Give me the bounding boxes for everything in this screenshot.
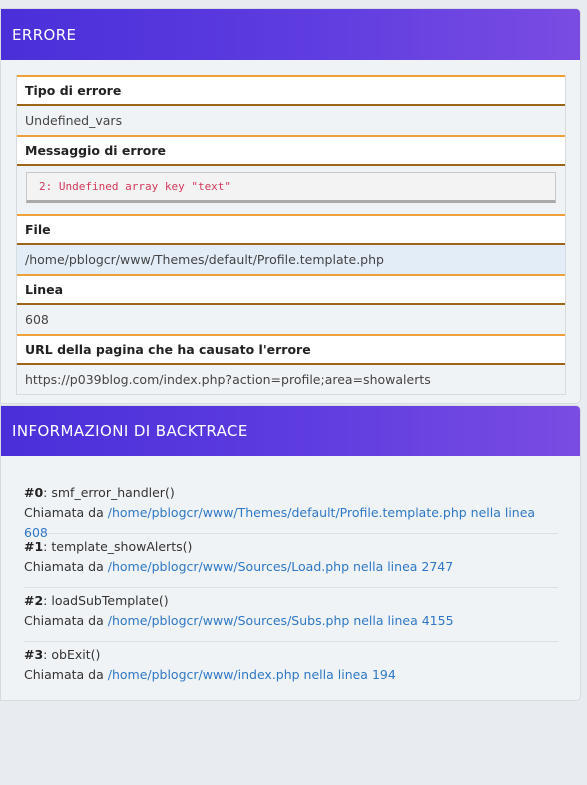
called-by-label: Chiamata da — [24, 613, 104, 628]
called-by-label: Chiamata da — [24, 667, 104, 682]
backtrace-location-link[interactable]: /home/pblogcr/www/index.php nella linea 194 — [107, 667, 396, 682]
backtrace-function: : template_showAlerts() — [43, 539, 193, 554]
backtrace-function: : obExit() — [43, 647, 101, 662]
error-message-code: 2: Undefined array key "text" — [26, 172, 556, 203]
backtrace-function: : smf_error_handler() — [43, 485, 175, 500]
backtrace-index: #1 — [24, 539, 44, 554]
backtrace-location-link[interactable]: /home/pblogcr/www/Sources/Load.php nella linea 2747 — [107, 559, 454, 574]
backtrace-panel — [0, 405, 581, 701]
error-message-box — [17, 166, 565, 214]
error-panel-title: ERRORE — [1, 9, 580, 60]
backtrace-index: #3 — [24, 647, 44, 662]
backtrace-list — [24, 480, 558, 696]
error-type-value: Undefined_vars — [25, 113, 123, 128]
error-message-label: Messaggio di errore — [17, 135, 565, 166]
error-type-label: Tipo di errore — [17, 75, 565, 106]
error-line-value: 608 — [25, 312, 49, 327]
error-line-label: Linea — [17, 274, 565, 305]
error-file-label: File — [17, 214, 565, 245]
backtrace-index: #0 — [24, 485, 44, 500]
backtrace-function: : loadSubTemplate() — [43, 593, 169, 608]
error-file-value: /home/pblogcr/www/Themes/default/Profile.template.php — [17, 245, 565, 274]
error-url-label: URL della pagina che ha causato l'errore — [17, 334, 565, 365]
called-by-label: Chiamata da — [24, 505, 104, 520]
backtrace-item — [24, 588, 558, 642]
backtrace-item — [24, 534, 558, 588]
backtrace-location-link[interactable]: /home/pblogcr/www/Sources/Subs.php nella linea 4155 — [107, 613, 454, 628]
backtrace-item — [24, 642, 558, 696]
backtrace-panel-title: INFORMAZIONI DI BACKTRACE — [1, 406, 580, 456]
error-url-value: https://p039blog.com/index.php?action=profile;area=showalerts — [25, 372, 431, 387]
called-by-label: Chiamata da — [24, 559, 104, 574]
backtrace-item — [24, 480, 558, 540]
error-details — [16, 75, 566, 395]
backtrace-index: #2 — [24, 593, 44, 608]
backtrace-location-link[interactable]: /home/pblogcr/www/Themes/default/Profile.template.php nella linea 608 — [24, 505, 536, 540]
error-panel — [0, 8, 581, 404]
